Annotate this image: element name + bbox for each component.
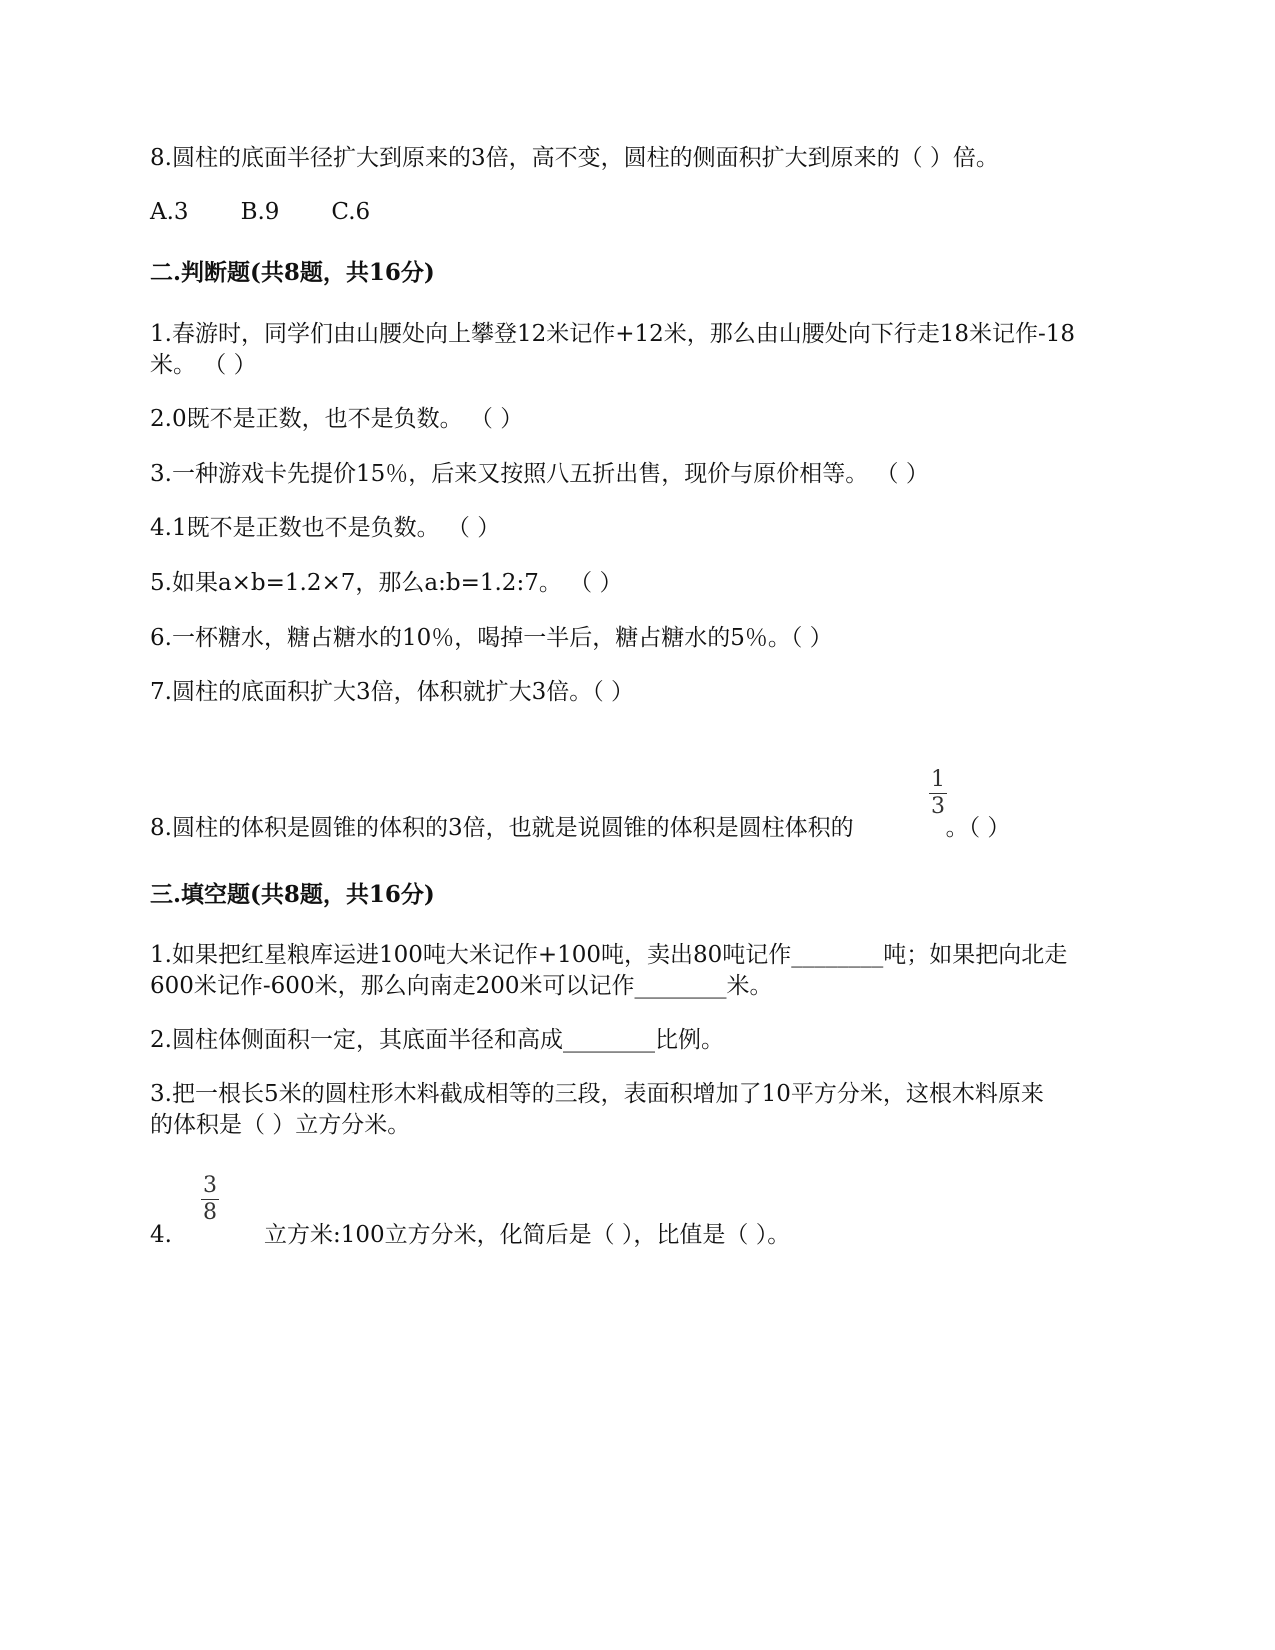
judgement-item-4: 4.1既不是正数也不是负数。 （ ） xyxy=(150,515,501,541)
question-8-options xyxy=(150,196,1110,229)
fraction-denominator: 3 xyxy=(931,794,945,819)
judgement-item-6: 6.一杯糖水，糖占糖水的10％，喝掉一半后，糖占糖水的5％。（ ） xyxy=(150,625,833,651)
fill-item-1-line2: 600米记作-600米，那么向南走200米可以记作________米。 xyxy=(150,973,773,999)
judgement-item-2: 2.0既不是正数，也不是负数。 （ ） xyxy=(150,406,524,432)
fraction-one-third xyxy=(929,768,947,819)
fill-item-4-number: 4. xyxy=(150,1222,172,1248)
section-heading-fill-blank: 三.填空题(共8题，共16分) xyxy=(150,881,435,908)
fraction-numerator: 1 xyxy=(931,767,945,792)
fill-item-3-line2: 的体积是（ ）立方分米。 xyxy=(150,1112,411,1138)
judgement-item-8-text: 8.圆柱的体积是圆锥的体积的3倍，也就是说圆锥的体积是圆柱体积的 xyxy=(150,815,854,841)
fraction-denominator: 8 xyxy=(203,1200,217,1225)
fraction-numerator: 3 xyxy=(203,1173,217,1198)
judgement-item-1-line2: 米。 （ ） xyxy=(150,352,257,378)
judgement-item-8-tail: 。（ ） xyxy=(945,815,1011,841)
judgement-item-7: 7.圆柱的底面积扩大3倍，体积就扩大3倍。（ ） xyxy=(150,679,635,705)
fill-item-2: 2.圆柱体侧面积一定，其底面半径和高成________比例。 xyxy=(150,1027,724,1053)
judgement-item-3: 3.一种游戏卡先提价15％，后来又按照八五折出售，现价与原价相等。 （ ） xyxy=(150,461,929,487)
judgement-item-8 xyxy=(150,812,1110,845)
fill-item-4 xyxy=(150,1219,1110,1252)
judgement-item-1-line1: 1.春游时，同学们由山腰处向上攀登12米记作+12米，那么由山腰处向下行走18米记作-18 xyxy=(150,321,1076,347)
option-a: A.3 xyxy=(150,199,189,225)
option-c: C.6 xyxy=(331,199,371,225)
option-b: B.9 xyxy=(240,199,280,225)
fill-item-4-text: 立方米:100立方分米，化简后是（ ），比值是（ ）。 xyxy=(263,1222,791,1248)
fraction-three-eighths xyxy=(201,1174,219,1225)
judgement-item-5: 5.如果a×b=1.2×7，那么a:b=1.2:7。 （ ） xyxy=(150,570,623,596)
section-heading-judgement: 二.判断题(共8题，共16分) xyxy=(150,259,435,286)
fill-item-3-line1: 3.把一根长5米的圆柱形木料截成相等的三段，表面积增加了10平方分米，这根木料原来 xyxy=(150,1081,1044,1107)
fill-item-1-line1: 1.如果把红星粮库运进100吨大米记作+100吨，卖出80吨记作________吨；如果把向北走 xyxy=(150,942,1068,968)
question-8-text: 8.圆柱的底面半径扩大到原来的3倍，高不变，圆柱的侧面积扩大到原来的（ ）倍。 xyxy=(150,145,999,171)
